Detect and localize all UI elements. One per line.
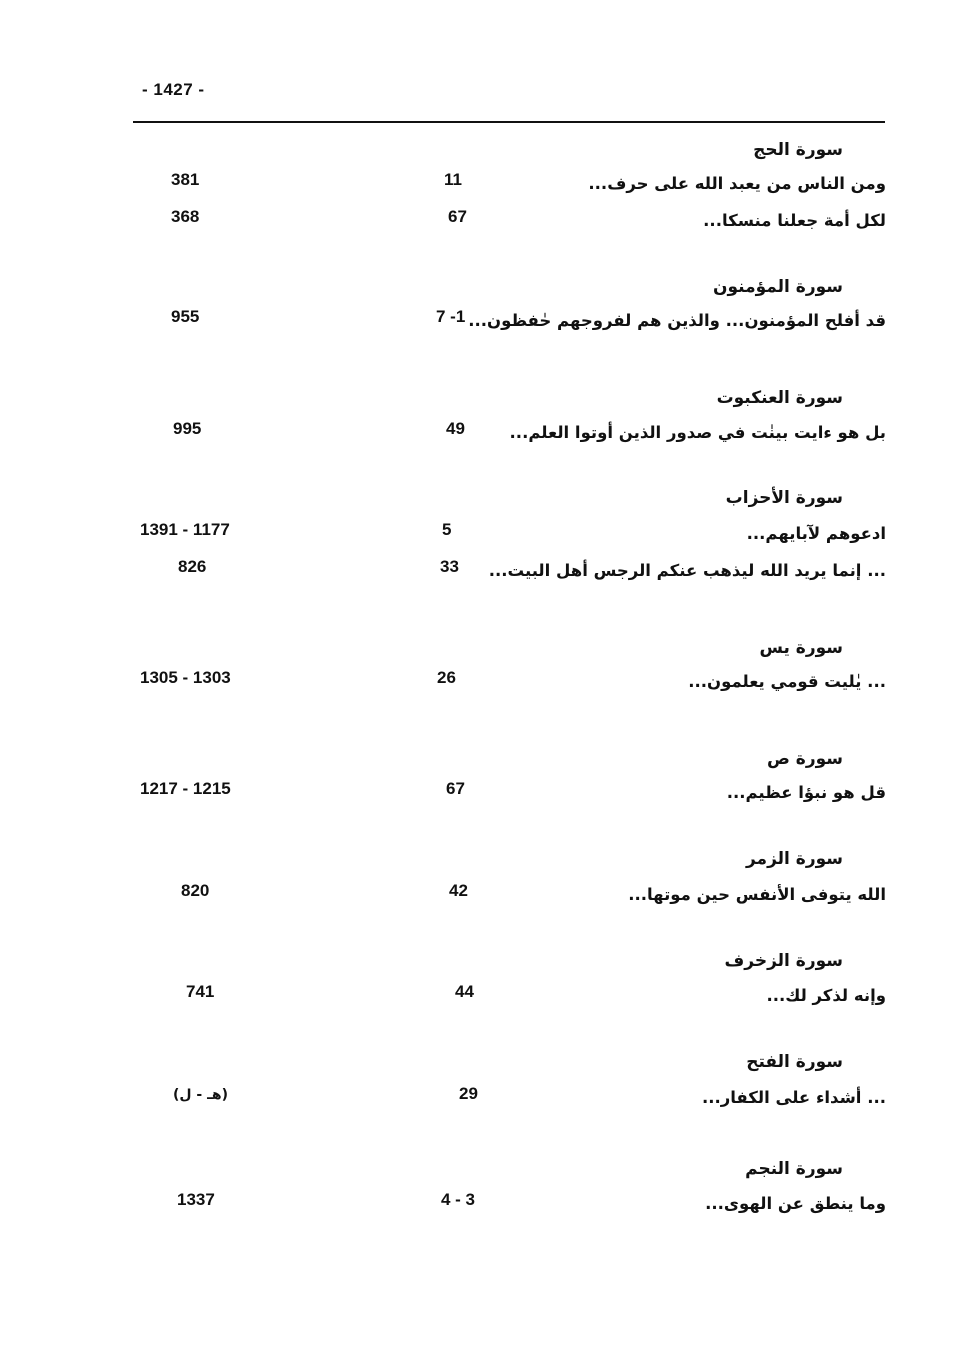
page-reference: 741 (186, 982, 215, 1001)
page-reference: 1217 - 1215 (140, 779, 231, 798)
verse-number: 7 -1 (436, 307, 466, 326)
verse-number: 42 (449, 881, 468, 900)
verse-row (0, 982, 953, 1012)
verse-row (0, 1190, 953, 1220)
verse-number: 11 (444, 170, 462, 189)
header-divider (133, 121, 885, 123)
verse-number: 44 (455, 982, 474, 1001)
verse-text: ... يٰليت قومي يعلمون... (688, 672, 886, 691)
verse-number: 4 - 3 (441, 1190, 476, 1209)
surah-title: سورة يس (759, 638, 843, 658)
page-reference: 381 (171, 170, 200, 189)
surah-title: سورة الزخرف (724, 951, 843, 971)
verse-row (0, 557, 953, 587)
verse-text: بل هو ءايت بينٰت في صدور الذين أوتوا العلم... (509, 423, 886, 442)
verse-text: ادعوهم لآبايهم... (746, 524, 886, 543)
verse-text: قد أفلح المؤمنون... والذين هم لفروجهم حٰفظون... (468, 311, 886, 330)
verse-row (0, 1084, 953, 1114)
page-reference: 1337 (177, 1190, 215, 1209)
page-reference: 826 (178, 557, 207, 576)
surah-title: سورة النجم (745, 1159, 843, 1179)
page-reference: 1391 - 1177 (140, 520, 230, 539)
verse-text: ومن الناس من يعبد الله على حرف... (588, 174, 886, 193)
page-reference: 820 (181, 881, 210, 900)
verse-number: 67 (448, 207, 467, 226)
page-reference: 368 (171, 207, 200, 226)
page-number: - 1427 - (142, 80, 205, 99)
verse-row (0, 520, 953, 550)
verse-row (0, 668, 953, 698)
verse-text: لكل أمة جعلنا منسكا... (703, 211, 886, 230)
page-reference: 995 (173, 419, 202, 438)
verse-number: 49 (446, 419, 465, 438)
verse-number: 26 (437, 668, 456, 687)
verse-number: 33 (440, 557, 459, 576)
surah-title: سورة المؤمنون (712, 277, 843, 297)
page-reference: 955 (171, 307, 200, 326)
verse-text: وإنه لذكر لك... (766, 986, 886, 1005)
surah-title: سورة ص (767, 749, 843, 769)
verse-text: الله يتوفى الأنفس حين موتها... (628, 885, 886, 904)
verse-row (0, 881, 953, 911)
verse-number: 29 (459, 1084, 478, 1103)
surah-title: سورة الفتح (746, 1052, 843, 1072)
verse-row (0, 419, 953, 449)
verse-row (0, 170, 953, 200)
verse-row (0, 207, 953, 237)
verse-text: قل هو نبؤا عظيم... (726, 783, 886, 802)
verse-text: وما ينطق عن الهوى... (705, 1194, 886, 1213)
surah-title: سورة الزمر (745, 849, 843, 869)
surah-title: سورة الأحزاب (725, 488, 843, 508)
page-reference: (هـ - ل) (173, 1087, 229, 1103)
surah-title: سورة العنكبوت (716, 388, 843, 408)
surah-title: سورة الحج (753, 140, 843, 160)
verse-row (0, 307, 953, 337)
verse-number: 5 (442, 520, 452, 539)
verse-text: ... أشداء على الكفار... (701, 1088, 886, 1107)
verse-row (0, 779, 953, 809)
page-reference: 1305 - 1303 (140, 668, 231, 687)
verse-text: ... إنما يريد الله ليذهب عنكم الرجس أهل البيت... (488, 561, 886, 580)
verse-number: 67 (446, 779, 465, 798)
